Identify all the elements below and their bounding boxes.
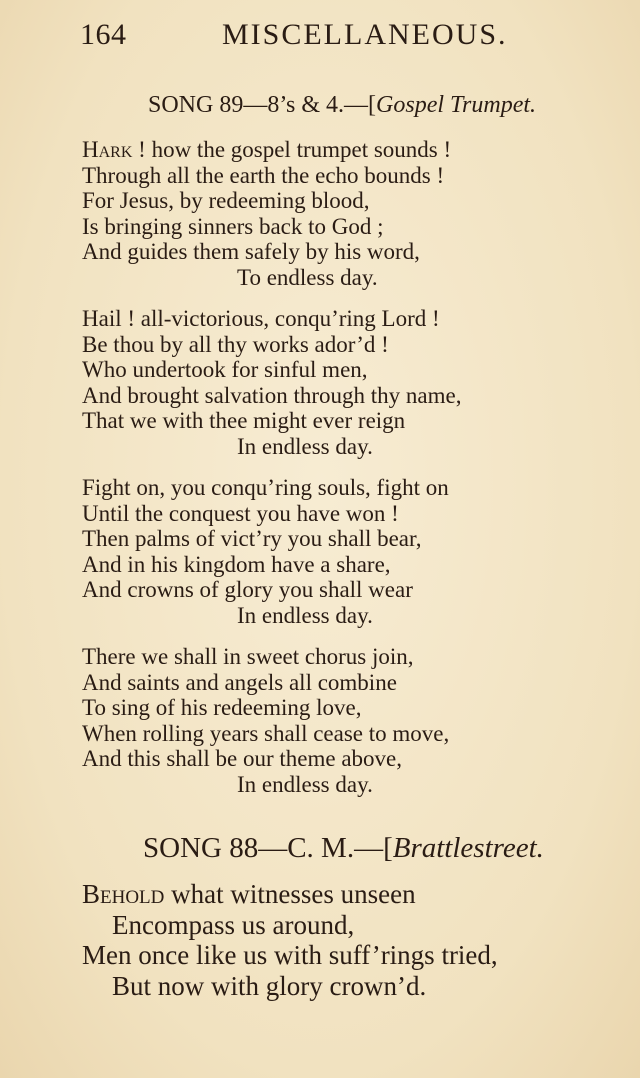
verse-line: Hark ! how the gospel trumpet sounds ! (82, 137, 452, 162)
first-word: Behold (82, 879, 165, 909)
song-89-stanza-2 (82, 306, 461, 460)
verse-line: And in his kingdom have a share, (82, 551, 391, 577)
verse-line: For Jesus, by redeeming blood, (82, 188, 370, 214)
verse-line: And guides them safely by his word, (82, 239, 420, 265)
verse-line: But now with glory crown’d. (112, 970, 427, 1001)
verse-line: That we with thee might ever reign (82, 408, 406, 434)
song-89-stanza-1 (82, 137, 451, 291)
verse-line: And crowns of glory you shall wear (82, 577, 413, 603)
refrain-line: To endless day. (237, 264, 378, 290)
verse-line: Be thou by all thy works ador’d ! (82, 331, 389, 357)
verse-line: And this shall be our theme above, (82, 746, 403, 772)
verse-line: Behold what witnesses unseen (82, 879, 416, 909)
song-88-heading (143, 832, 544, 865)
song-89-heading (148, 92, 536, 119)
refrain-line: In endless day. (237, 433, 373, 459)
verse-line: Until the conquest you have won ! (82, 500, 399, 526)
verse-line: Men once like us with suff’rings tried, (82, 940, 498, 970)
song-88-title: SONG 88—C. M.—[ (143, 832, 393, 864)
refrain-line: In endless day. (237, 771, 373, 797)
verse-line: And brought salvation through thy name, (82, 382, 462, 408)
verse-line: There we shall in sweet chorus join, (82, 644, 414, 669)
verse-line: Who undertook for sinful men, (82, 357, 368, 383)
song-88-tune: Brattlestreet. (392, 832, 544, 864)
page-header (0, 18, 640, 58)
page-number: 164 (80, 18, 127, 51)
song-89-stanza-3 (82, 475, 449, 629)
verse-line: To sing of his redeeming love, (82, 695, 362, 721)
song-89-tune: Gospel Trumpet. (376, 92, 537, 118)
verse-line: Through all the earth the echo bounds ! (82, 162, 445, 188)
verse-line: And saints and angels all combine (82, 669, 397, 695)
verse-line: Encompass us around, (112, 909, 355, 940)
song-89-stanza-4 (82, 644, 449, 798)
running-title: MISCELLANEOUS. (222, 18, 508, 51)
song-88-stanza-1 (82, 879, 498, 1001)
verse-line: Fight on, you conqu’ring souls, fight on (82, 475, 449, 500)
verse-line: Hail ! all-victorious, conqu’ring Lord ! (82, 306, 440, 331)
song-89-title: SONG 89—8’s & 4.—[ (148, 92, 377, 118)
refrain-line: In endless day. (237, 602, 373, 628)
verse-line: Then palms of vict’ry you shall bear, (82, 526, 422, 552)
first-word: Hark (82, 137, 133, 162)
verse-line: Is bringing sinners back to God ; (82, 213, 384, 239)
verse-line: When rolling years shall cease to move, (82, 720, 450, 746)
